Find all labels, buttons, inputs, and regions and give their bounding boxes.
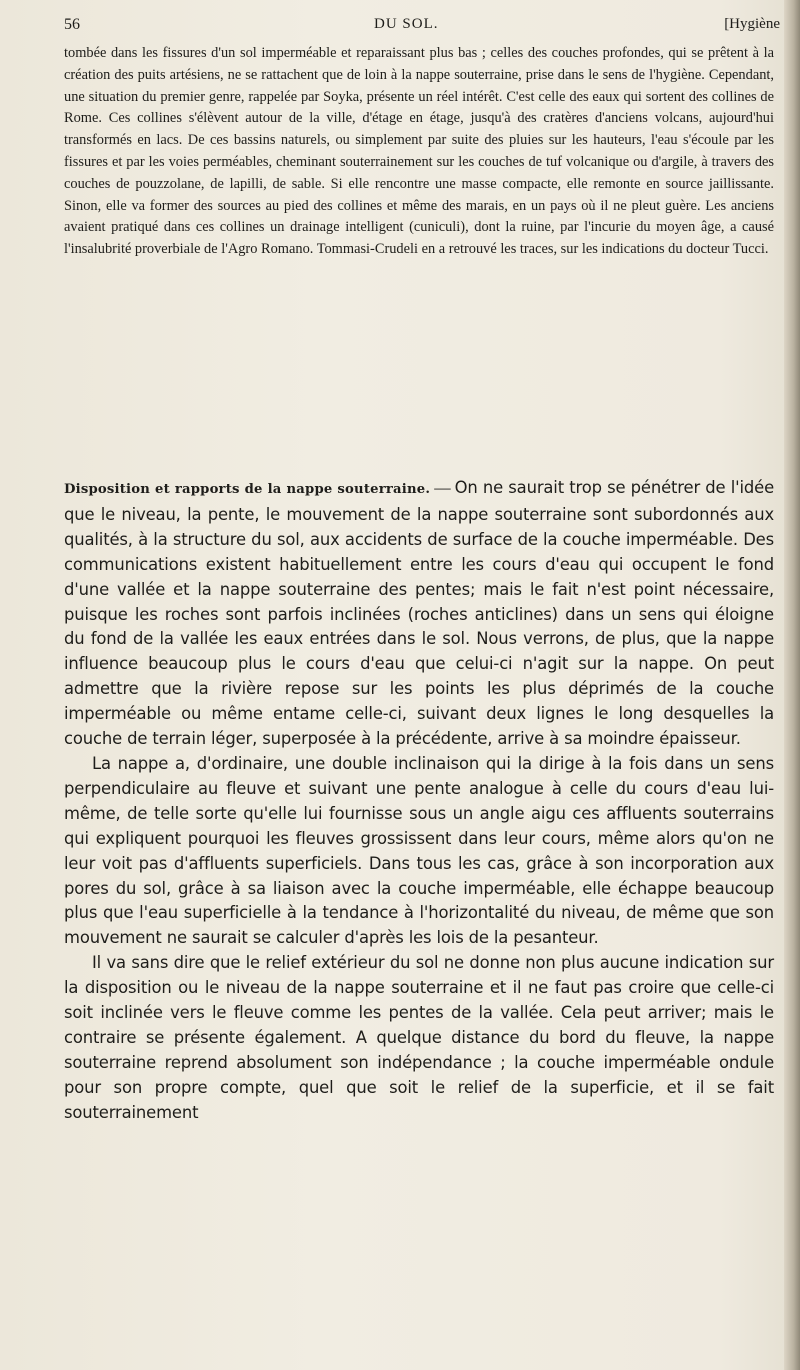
running-head: DU SOL. <box>374 16 439 32</box>
page-edge-shadow <box>784 0 800 1370</box>
page-number: 56 <box>64 16 80 33</box>
paragraph-2-text: On ne saurait trop se pénétrer de l'idée que le niveau, la pente, le mouvement de la nappe souterraine sont subordonnés aux qualités, à la structure du sol, aux accidents de surface de la couche imperméable. Des communications existent habituellement entre les cours d'eau qui occupent le fond d'une vallée et la nappe souterraine des pentes; mais le fait n'est point nécessaire, puisque les roches sont parfois inclinées (roches anticlines) dans un sens qui éloigne du fond de la vallée les eaux entrées dans le sol. Nous verrons, de plus, que la nappe influence beaucoup plus le cours d'eau que celui-ci n'agit sur la nappe. On peut admettre que la rivière repose sur les points les plus déprimés de la couche imperméable ou même entame celle-ci, suivant deux lignes le long desquelles la couche de terrain léger, superposée à la précédente, arrive à sa moindre épaisseur. <box>64 478 775 749</box>
section-label: [Hygiène <box>724 16 780 32</box>
paragraph-2 <box>64 476 774 752</box>
paragraph-block-small <box>64 43 774 261</box>
paragraph-4: Il va sans dire que le relief extérieur du sol ne donne non plus aucune indication sur la disposition ou le niveau de la nappe souterraine et il ne faut pas croire que celle-ci soit inclinée vers le fleuve comme les pentes de la vallée. Cela peut arriver; mais le contraire se présente également. A quelque distance du bord du fleuve, la nappe souterraine reprend absolument son indépendance ; la couche imperméable ondule pour son propre compte, quel que soit le relief de la superficie, et il se fait souterrainement <box>64 953 774 1122</box>
section-block <box>64 476 774 1126</box>
section-heading: Disposition et rapports de la nappe souterraine. <box>64 482 431 497</box>
page-header <box>64 16 780 40</box>
paragraph-3: La nappe a, d'ordinaire, une double inclinaison qui la dirige à la fois dans un sens perpendiculaire au fleuve et suivant une pente analogue à celle du cours d'eau lui-même, de telle sorte qu'elle lui fournisse sous un angle aigu ces affluents souterrains qui expliquent pourquoi les fleuves grossissent dans leur cours, même alors qu'on ne leur voit pas d'affluents superficiels. Dans tous les cas, grâce à son incorporation aux pores du sol, grâce à sa liaison avec la couche imperméable, elle échappe beaucoup plus que l'eau superficielle à la tendance à l'horizontalité du niveau, de même que son mouvement ne saurait se calculer d'après les lois de la pesanteur. <box>64 753 774 948</box>
paragraph-1: tombée dans les fissures d'un sol imperméable et reparaissant plus bas ; celles des couches profondes, qui se prêtent à la création des puits artésiens, ne se rattachent que de loin à la nappe souterraine, prise dans le sens de l'hygiène. Cependant, une situation du premier genre, rappelée par Soyka, présente un réel intérêt. C'est celle des eaux qui sortent des collines de Rome. Ces collines s'élèvent autour de la ville, d'étage en étage, jusqu'à des cratères d'anciens volcans, aujourd'hui transformés en lacs. De ces bassins naturels, ou simplement par suite des pluies sur les hauteurs, l'eau s'écoule par les fissures et par les voies perméables, cheminant souterrainement sur les couches de tuf volcanique ou d'argile, à travers des couches de pouzzolane, de lapilli, de sable. Si elle rencontre une masse compacte, elle remonte en source jaillissante. Sinon, elle va former des sources au pied des collines et même des marais, en un pays où il ne pleut guère. Les anciens avaient pratiqué dans ces collines un drainage intelligent (cuniculi), dont la ruine, par l'incurie du moyen âge, a causé l'insalubrité proverbiale de l'Agro Romano. Tommasi-Crudeli en a retrouvé les traces, sur les indications du docteur Tucci. <box>64 45 774 258</box>
section-dash: — <box>430 478 455 497</box>
